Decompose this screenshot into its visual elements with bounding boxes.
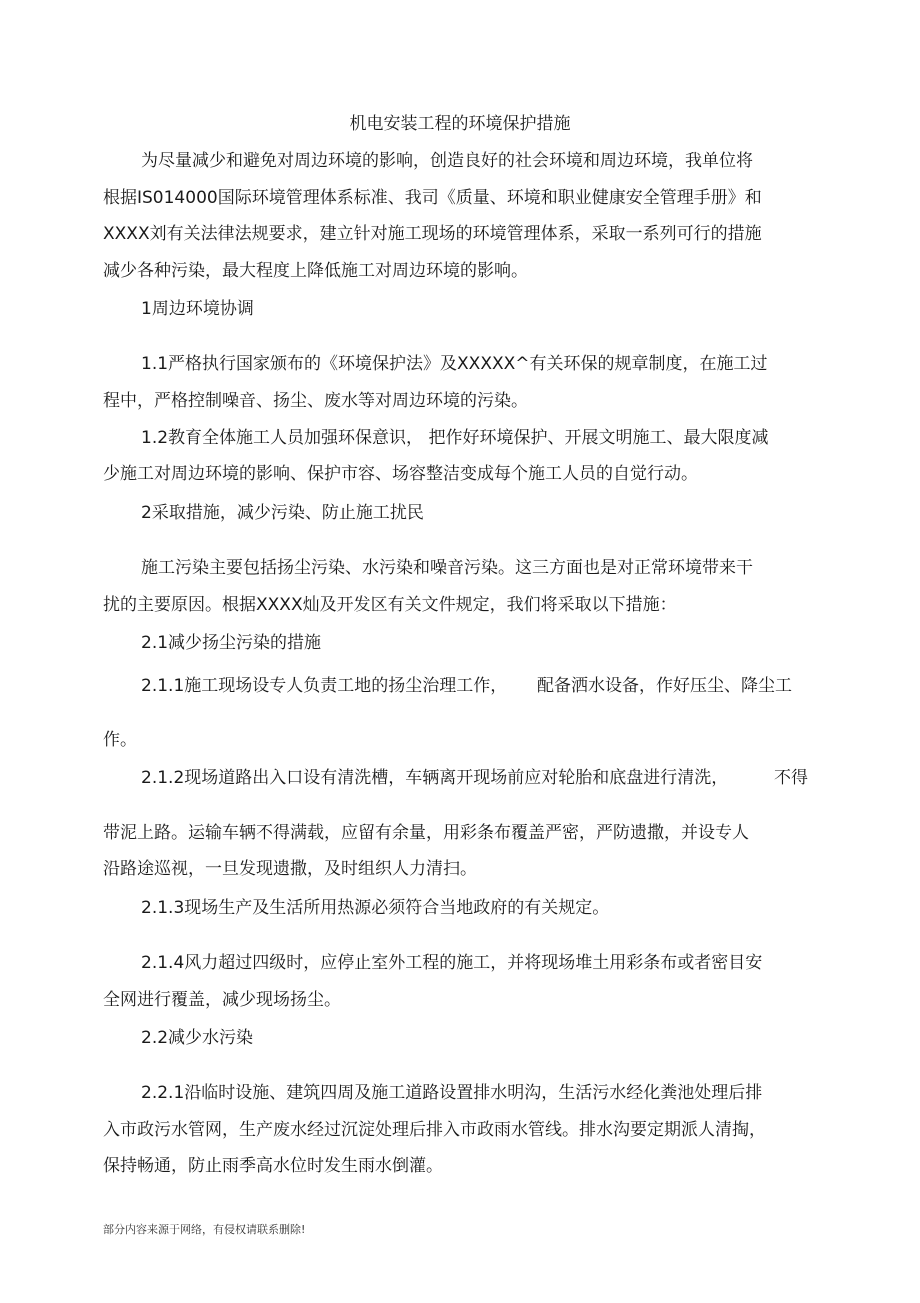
text-line: 扰的主要原因。根据XXXX灿及开发区有关文件规定，我们将采取以下措施：: [103, 595, 677, 615]
section-heading-2: 2采取措施，减少污染、防止施工扰民: [141, 503, 424, 523]
text-line: 为尽量减少和避免对周边环境的影响，创造良好的社会环境和周边环境，我单位将: [141, 151, 753, 171]
text-line: 全网进行覆盖，减少现场扬尘。: [103, 990, 341, 1010]
text-line: 2.1.4风力超过四级时，应停止室外工程的施工，并将现场堆土用彩条布或者密目安: [141, 953, 763, 973]
text-line: 1.1严格执行国家颁布的《环境保护法》及XXXXX^有关环保的规章制度，在施工过: [141, 354, 768, 374]
copyright-footer: 部分内容来源于网络，有侵权请联系删除!: [103, 1223, 306, 1236]
text-line: 沿路途巡视，一旦发现遗撒，及时组织人力清扫。: [103, 859, 477, 879]
text-line: 带泥上路。运输车辆不得满载，应留有余量，用彩条布覆盖严密，严防遗撒，并设专人: [103, 823, 749, 843]
text-line: 2.1.1施工现场设专人负责工地的扬尘治理工作，: [141, 676, 508, 696]
section-heading-1: 1周边环境协调: [141, 299, 254, 319]
text-line: 保持畅通，防止雨季高水位时发生雨水倒灌。: [103, 1156, 443, 1176]
text-line: 少施工对周边环境的影响、保护市容、场容整洁变成每个施工人员的自觉行动。: [103, 464, 698, 484]
text-line: 2.1.2现场道路出入口设有清洗槽，车辆离开现场前应对轮胎和底盘进行清洗，: [141, 768, 729, 788]
text-line: 1.2教育全体施工人员加强环保意识， 把作好环境保护、开展文明施工、最大限度减: [141, 428, 769, 448]
text-line: 减少各种污染，最大程度上降低施工对周边环境的影响。: [103, 261, 528, 281]
text-line: 配备洒水设备，作好压尘、降尘工: [537, 676, 792, 696]
text-line: 作。: [103, 730, 137, 750]
text-line: 不得: [774, 768, 808, 788]
paragraph-2-1-3: 2.1.3现场生产及生活所用热源必须符合当地政府的有关规定。: [141, 898, 610, 918]
subsection-heading-2-2: 2.2减少水污染: [141, 1028, 254, 1048]
document-title: 机电安装工程的环境保护措施: [349, 114, 571, 134]
subsection-heading-2-1: 2.1减少扬尘污染的措施: [141, 633, 322, 653]
text-line: 入市政污水管网，生产废水经过沉淀处理后排入市政雨水管线。排水沟要定期派人清掏，: [103, 1120, 766, 1140]
text-line: 施工污染主要包括扬尘污染、水污染和噪音污染。这三方面也是对正常环境带来干: [141, 558, 753, 578]
text-line: 根据IS014000国际环境管理体系标准、我司《质量、环境和职业健康安全管理手册》和: [103, 188, 762, 208]
text-line: 程中，严格控制噪音、扬尘、废水等对周边环境的污染。: [103, 391, 528, 411]
text-line: 2.2.1沿临时设施、建筑四周及施工道路设置排水明沟，生活污水经化粪池处理后排: [141, 1083, 763, 1103]
text-line: XXXX刘有关法律法规要求，建立针对施工现场的环境管理体系，采取一系列可行的措施: [103, 224, 762, 244]
